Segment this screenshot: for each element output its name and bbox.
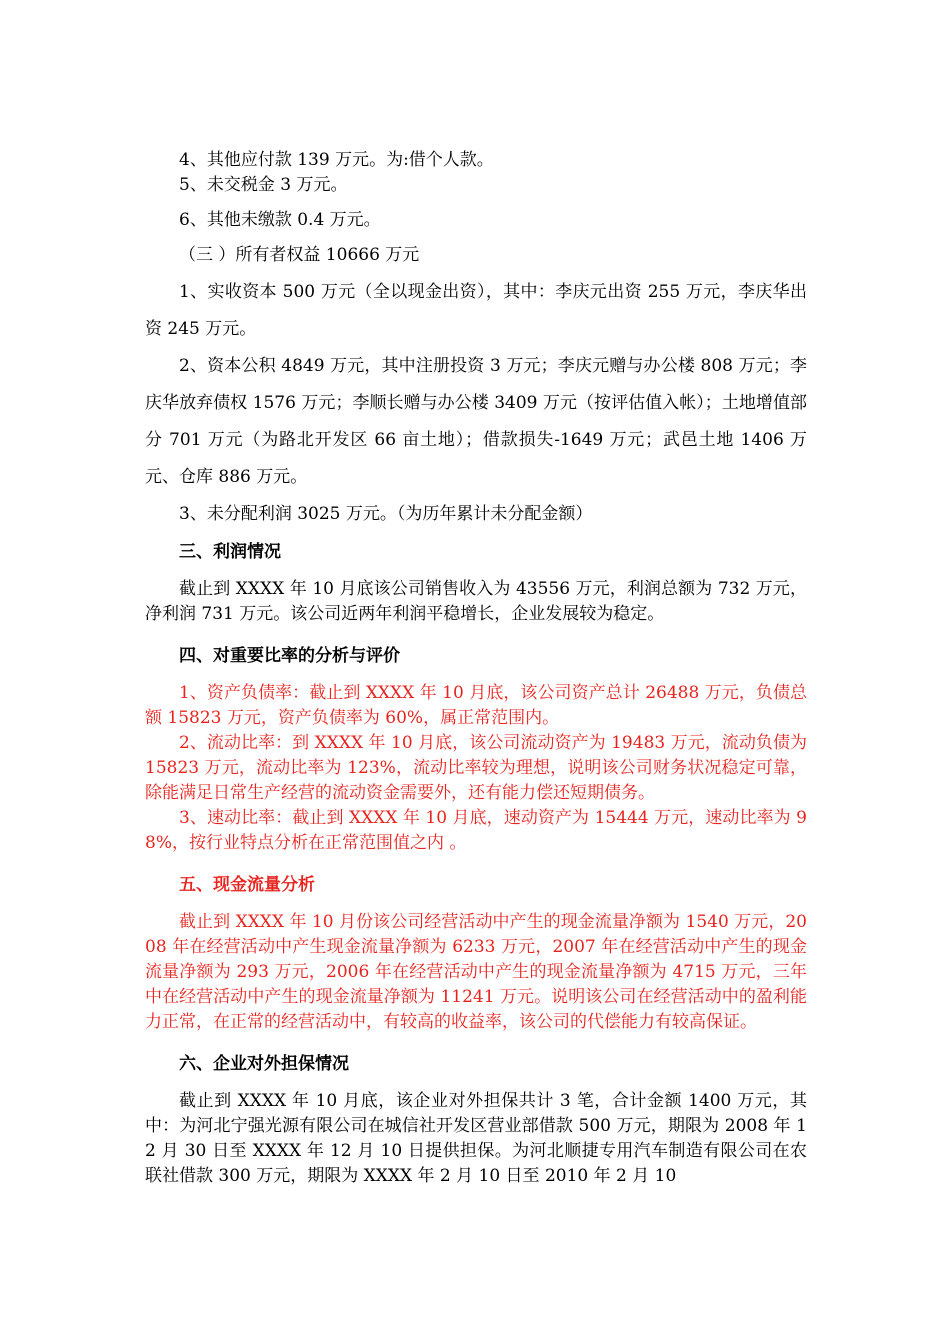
ratio-item-1: 1、资产负债率：截止到 XXXX 年 10 月底，该公司资产总计 26488 万元，负债总额 15823 万元，资产负债率为 60%，属正常范围内。: [145, 683, 807, 728]
guarantee-paragraph: 截止到 XXXX 年 10 月底，该企业对外担保共计 3 笔，合计金额 1400 万元，其中：为河北宁强光源有限公司在城信社开发区营业部借款 500 万元，期限为 2008 年 12 月 30 日至 XXXX 年 12 月 10 日提供担保。为河北顺捷专用汽车制造有限公司在农联社借款 300 万元，期限为 XXXX 年 2 月 10 日至 2010 年 2 月 10: [145, 1091, 807, 1186]
profit-paragraph: 截止到 XXXX 年 10 月底该公司销售收入为 43556 万元，利润总额为 732 万元，净利润 731 万元。该公司近两年利润平稳增长，企业发展较为稳定。: [145, 579, 807, 624]
cashflow-heading: 五、现金流量分析: [179, 875, 315, 895]
cashflow-paragraph: 截止到 XXXX 年 10 月份该公司经营活动中产生的现金流量净额为 1540 万元，2008 年在经营活动中产生现金流量净额为 6233 万元，2007 年在经营活动中产生的现金流量净额为 293 万元，2006 年在经营活动中产生的现金流量净额为 4715 万元，三年中在经营活动中产生的现金流量净额为 11241 万元。说明该公司在经营活动中的盈利能力正常，在正常的经营活动中，有较高的收益率，该公司的代偿能力有较高保证。: [145, 912, 807, 1032]
document-page: [145, 148, 807, 1189]
equity-heading: （三 ）所有者权益 10666 万元: [179, 245, 420, 265]
profit-heading: 三、利润情况: [179, 542, 281, 562]
equity-item-2: 2、资本公积 4849 万元，其中注册投资 3 万元；李庆元赠与办公楼 808 万元；李庆华放弃债权 1576 万元；李顺长赠与办公楼 3409 万元（按评估值入帐）；土地增值部分 701 万元（为路北开发区 66 亩土地）；借款损失-1649 万元；武邑土地 1406 万元、仓库 886 万元。: [145, 356, 807, 487]
ratio-item-3: 3、速动比率：截止到 XXXX 年 10 月底，速动资产为 15444 万元，速动比率为 98%，按行业特点分析在正常范围值之内 。: [145, 808, 807, 853]
ratios-heading: 四、对重要比率的分析与评价: [179, 646, 400, 666]
guarantee-heading: 六、企业对外担保情况: [179, 1054, 349, 1074]
ratio-item-2: 2、流动比率：到 XXXX 年 10 月底，该公司流动资产为 19483 万元，流动负债为 15823 万元，流动比率为 123%，流动比率较为理想，说明该公司财务状况稳定可靠，除能满足日常生产经营的流动资金需要外，还有能力偿还短期债务。: [145, 733, 807, 803]
liability-item-6: 6、其他未缴款 0.4 万元。: [179, 210, 381, 230]
liability-item-4: 4、其他应付款 139 万元。为:借个人款。: [179, 150, 494, 170]
liability-item-5: 5、未交税金 3 万元。: [179, 175, 348, 195]
equity-item-3: 3、未分配利润 3025 万元。（为历年累计未分配金额）: [179, 504, 593, 524]
equity-item-1: 1、实收资本 500 万元（全以现金出资），其中：李庆元出资 255 万元，李庆华出资 245 万元。: [145, 282, 807, 339]
